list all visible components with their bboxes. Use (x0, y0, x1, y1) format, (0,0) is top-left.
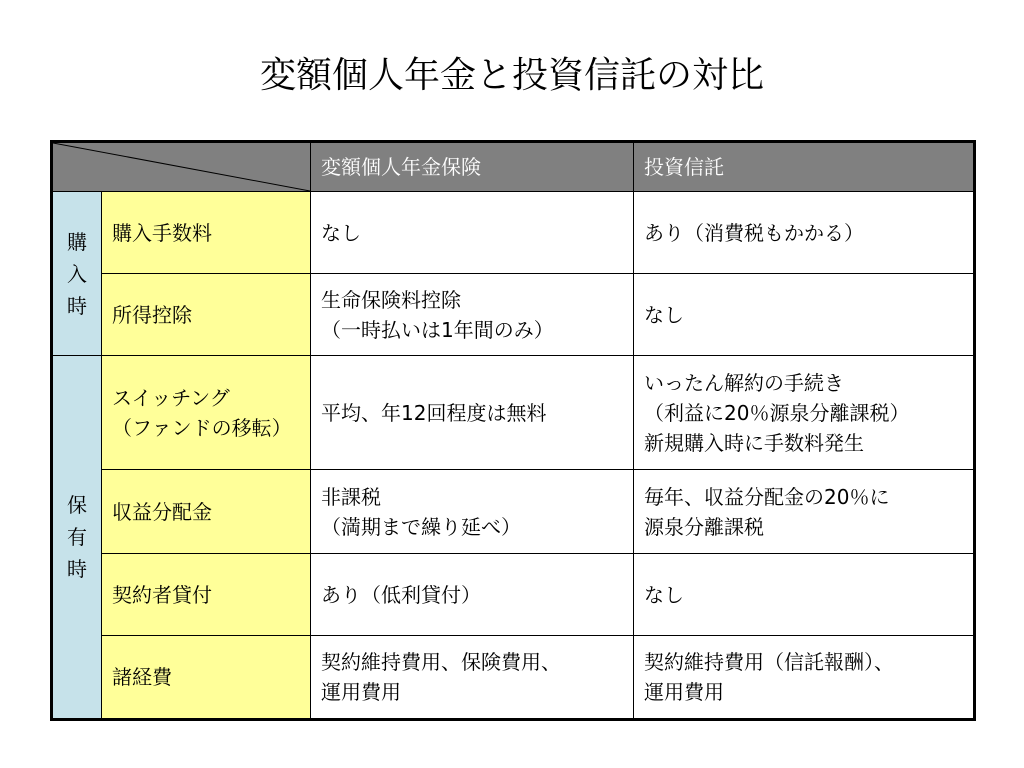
row-label: 購入手数料 (102, 192, 311, 274)
row-label: 所得控除 (102, 274, 311, 356)
fund-cell: いったん解約の手続き （利益に20％源泉分離課税） 新規購入時に手数料発生 (634, 356, 975, 470)
category-holding: 保有時 (52, 356, 102, 720)
fund-cell: 契約維持費用（信託報酬）、 運用費用 (634, 636, 975, 720)
table-row (52, 274, 975, 356)
annuity-cell: 平均、年12回程度は無料 (311, 356, 634, 470)
annuity-cell: なし (311, 192, 634, 274)
table-row (52, 356, 975, 470)
annuity-cell: あり（低利貸付） (311, 554, 634, 636)
row-label: 諸経費 (102, 636, 311, 720)
header-fund: 投資信託 (634, 142, 975, 192)
table-row (52, 192, 975, 274)
table-row (52, 554, 975, 636)
row-label: スイッチング （ファンドの移転） (102, 356, 311, 470)
table-row (52, 470, 975, 554)
comparison-table (50, 140, 976, 721)
corner-cell (52, 142, 311, 192)
annuity-cell: 契約維持費用、保険費用、 運用費用 (311, 636, 634, 720)
header-annuity: 変額個人年金保険 (311, 142, 634, 192)
category-purchase: 購入時 (52, 192, 102, 356)
table-row (52, 636, 975, 720)
slide-title: 変額個人年金と投資信託の対比 (259, 55, 764, 96)
annuity-cell: 非課税 （満期まで繰り延べ） (311, 470, 634, 554)
header-row (52, 142, 975, 192)
row-label: 契約者貸付 (102, 554, 311, 636)
fund-cell: あり（消費税もかかる） (634, 192, 975, 274)
fund-cell: 毎年、収益分配金の20％に 源泉分離課税 (634, 470, 975, 554)
fund-cell: なし (634, 554, 975, 636)
annuity-cell: 生命保険料控除 （一時払いは1年間のみ） (311, 274, 634, 356)
fund-cell: なし (634, 274, 975, 356)
row-label: 収益分配金 (102, 470, 311, 554)
diagonal-line (53, 143, 310, 191)
